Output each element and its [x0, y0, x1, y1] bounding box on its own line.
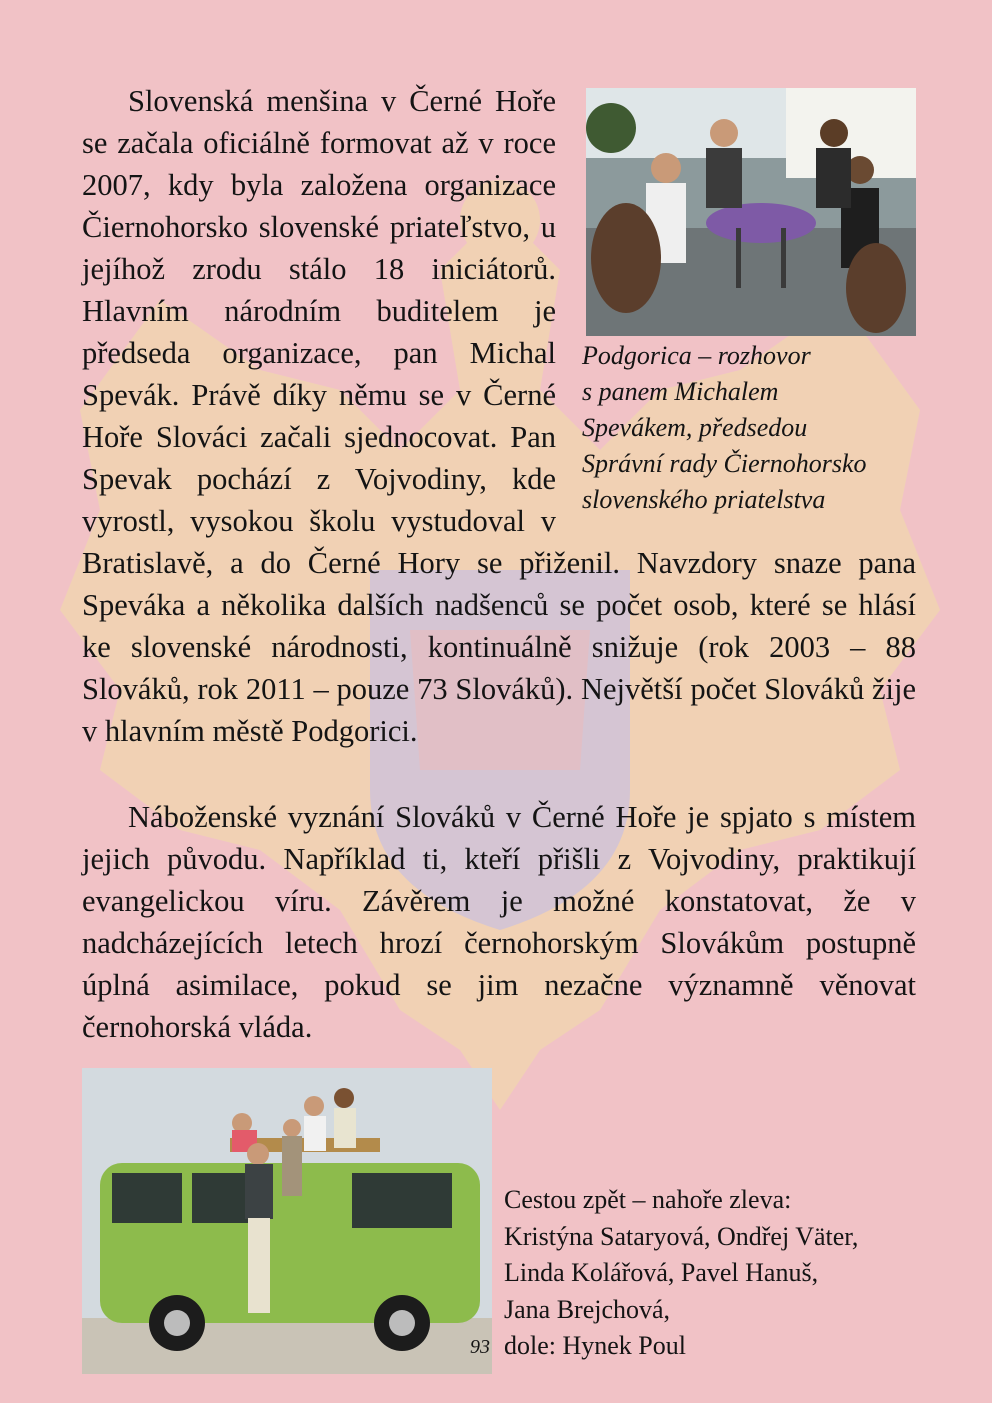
caption-line: Kristýna Sataryová, Ondřej Väter,: [504, 1221, 859, 1251]
caption-line: Správní rady Čiernohorsko: [582, 449, 867, 478]
text-line: Slováci začali sjednocovat. Pan: [155, 420, 556, 454]
paragraph-intro: [82, 80, 916, 752]
photo-top-caption: [582, 338, 922, 518]
caption-line: Jana Brejchová,: [504, 1294, 671, 1324]
photo-podgorica-meeting: [586, 88, 916, 336]
text-line: vyrostl, vysokou školu vystudoval: [82, 504, 525, 538]
text-line: černohorským Slovákům postupně úplná asimilace, pokud: [82, 926, 917, 1002]
caption-line: Spevákem, předsedou: [582, 413, 808, 442]
photo-top-figure: [570, 88, 916, 530]
text-line: nadšenců se počet osob, které se: [434, 588, 848, 622]
photo-bottom-caption: [504, 1182, 934, 1365]
text-line: 18 iniciátorů. Hlavním národním buditelem je předseda: [82, 252, 556, 370]
text-line: z Vojvodiny, praktikují evangelickou víru. Závěrem je: [82, 842, 916, 918]
text-line: Náboženské vyznání Slováků v Černé Hoře je spjato: [128, 800, 793, 834]
paragraph-religion: [82, 796, 916, 1048]
text-line: Právě díky němu se v Černé Hoře: [82, 378, 556, 454]
caption-line: Cestou zpět – nahoře zleva:: [504, 1185, 792, 1214]
page-number: 93: [470, 1336, 490, 1358]
caption-line: slovenského priatelstva: [582, 485, 826, 514]
text-line: v Bratislavě, a do Černé Hory se: [82, 504, 557, 580]
caption-line: Podgorica – rozhovor: [582, 341, 811, 370]
text-line: hlásí ke slovenské národnosti,: [82, 588, 916, 664]
text-line: se jim nezačne významně věnovat černohorská vláda.: [82, 968, 917, 1044]
photo-podgorica-image: [586, 88, 916, 336]
text-line: Slováků žije v hlavním městě Podgorici.: [82, 672, 916, 748]
photo-van-group: [82, 1068, 492, 1374]
text-line: Speváka a několika dalších: [82, 588, 424, 622]
caption-line: dole: Hynek Poul: [504, 1331, 686, 1360]
text-line: kontinuálně snižuje (rok 2003 – 88: [427, 630, 917, 664]
text-line: Slovenská menšina v Černé Hoře se začala oficiálně: [82, 84, 556, 160]
text-line: s místem jejich původu. Například ti, kteří přišli: [82, 800, 917, 876]
text-line: Spevak pochází z Vojvodiny, kde: [82, 462, 556, 496]
text-line: přiženil. Navzdory snaze pana: [519, 546, 917, 580]
text-line: Čiernohorsko slovenské priateľstvo, u jejíhož zrodu stálo: [82, 210, 556, 286]
photo-van-image: [82, 1068, 492, 1374]
text-line: Slováků, rok 2011 – pouze 73 Slováků). Největší počet: [82, 672, 757, 706]
text-line: formovat až v roce 2007, kdy byla založena organizace: [82, 126, 556, 202]
text-line: možné konstatovat, že v nadcházejících letech hrozí: [82, 884, 916, 960]
caption-line: s panem Michalem: [582, 377, 779, 406]
text-line: organizace, pan Michal Spevák.: [82, 336, 556, 412]
caption-line: Linda Kolářová, Pavel Hanuš,: [504, 1258, 819, 1287]
